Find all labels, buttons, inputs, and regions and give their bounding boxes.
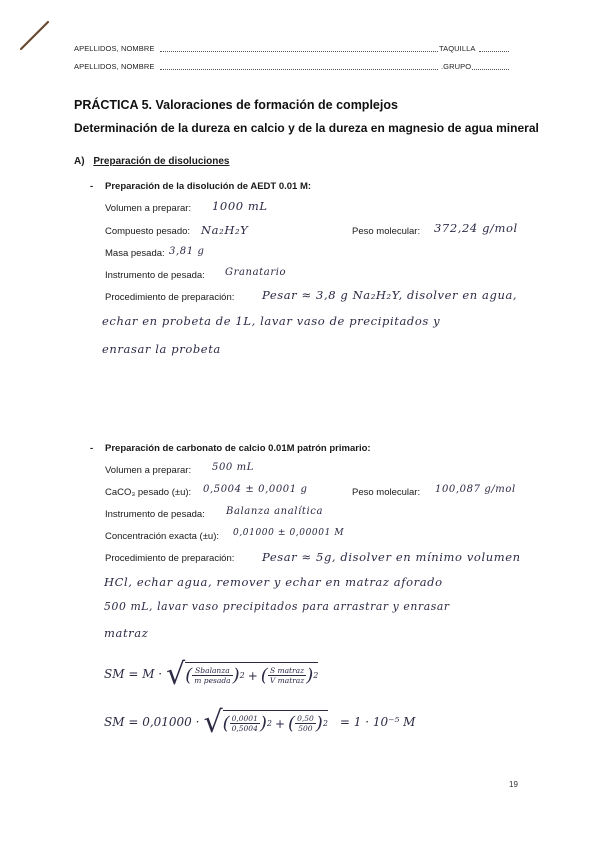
formula2-term2-denominator: 500: [298, 724, 313, 733]
section-a-marker: A): [74, 156, 85, 167]
caco3-instrument-label: Instrumento de pesada:: [105, 509, 205, 520]
header-dotted-fill-2: [160, 69, 438, 70]
practice-title: PRÁCTICA 5. Valoraciones de formación de complejos: [74, 98, 398, 112]
practice-subtitle: Determinación de la dureza en calcio y de la dureza en magnesio de agua mineral: [74, 121, 539, 135]
formula2-exponent-2: 2: [322, 719, 328, 728]
aedt-procedure-line-1: Pesar ≈ 3,8 g Na₂H₂Y, disolver en agua,: [262, 288, 518, 302]
header-dotted-fill-1: [160, 51, 438, 52]
caco3-procedure-line-4: matraz: [104, 626, 149, 640]
aedt-procedure-line-2: echar en probeta de 1L, lavar vaso de precipitados y: [102, 314, 441, 328]
caco3-procedure-line-2: HCl, echar agua, remover y echar en matraz aforado: [104, 575, 443, 589]
caco3-molweight-label: Peso molecular:: [352, 487, 421, 498]
aedt-compound-label: Compuesto pesado:: [105, 226, 191, 237]
caco3-weighed-label: CaCO₃ pesado (±u):: [105, 487, 192, 498]
formula-uncertainty-general: [104, 654, 318, 694]
caco3-concentration-label: Concentración exacta (±u):: [105, 531, 219, 542]
header-dotted-fill-2b: [472, 69, 509, 70]
formula1-radicand: ( $\frac{\text{Sbalanza}}{\text{m pesada}}$ ) 2 + ( $\frac{\text{S matraz}}{\text{V matraz}}$ ) 2: [185, 662, 318, 686]
header-dotted-fill-1b: [479, 51, 509, 52]
formula1-exponent-1: 2: [239, 671, 245, 680]
caco3-concentration-value: 0,01000 ± 0,00001 M: [233, 528, 345, 538]
formula2-term1-denominator: 0,5004: [231, 724, 258, 733]
aedt-heading: Preparación de la disolución de AEDT 0.01 M:: [105, 181, 312, 192]
caco3-procedure-label: Procedimiento de preparación:: [105, 553, 235, 564]
aedt-volume-value: 1000 mL: [212, 199, 268, 213]
pen-stroke-mark: [18, 18, 52, 52]
formula2-plus: +: [274, 716, 286, 731]
formula1-term2-numerator: S matraz: [268, 666, 306, 676]
page-number: 19: [509, 780, 518, 789]
aedt-molweight-label: Peso molecular:: [352, 226, 421, 237]
formula1-exponent-2: 2: [313, 671, 319, 680]
section-a-heading: [74, 156, 230, 167]
aedt-instrument-label: Instrumento de pesada:: [105, 270, 205, 281]
header-name-line-2: APELLIDOS, NOMBRE: [74, 62, 155, 71]
formula-uncertainty-numeric: [104, 702, 415, 742]
caco3-procedure-line-3: 500 mL, lavar vaso precipitados para arrastrar y enrasar: [104, 600, 450, 613]
formula1-term1-denominator: m pesada: [194, 676, 231, 685]
aedt-mass-label: Masa pesada:: [105, 248, 165, 259]
caco3-bullet: -: [90, 443, 94, 454]
aedt-compound-value: Na₂H₂Y: [201, 223, 249, 237]
caco3-molweight-value: 100,087 g/mol: [435, 484, 516, 495]
caco3-weighed-value: 0,5004 ± 0,0001 g: [203, 484, 308, 495]
caco3-heading: Preparación de carbonato de calcio 0.01M patrón primario:: [105, 443, 371, 454]
aedt-procedure-line-3: enrasar la probeta: [102, 342, 221, 356]
header-name-line-1: [74, 44, 154, 53]
caco3-procedure-line-1: Pesar ≈ 5g, disolver en mínimo volumen: [262, 550, 521, 564]
formula2-exponent-1: 2: [266, 719, 272, 728]
formula1-term2-denominator: V matraz: [269, 676, 305, 685]
formula2-term1-numerator: 0,0001: [231, 714, 258, 723]
aedt-procedure-label: Procedimiento de preparación:: [105, 292, 235, 303]
formula1-plus: +: [247, 668, 258, 683]
aedt-mass-value: 3,81 g: [169, 246, 205, 257]
caco3-volume-label: Volumen a preparar:: [105, 465, 192, 476]
formula1-lhs: SM = M ·: [104, 667, 163, 681]
caco3-volume-value: 500 mL: [212, 462, 254, 473]
formula2-sqrt-icon: √: [203, 704, 223, 740]
section-a-title: Preparación de disoluciones: [93, 156, 230, 167]
aedt-volume-label: Volumen a preparar:: [105, 203, 192, 214]
formula2-lhs: SM = 0,01000 ·: [104, 715, 200, 729]
formula2-term2-numerator: 0,50: [297, 714, 314, 723]
aedt-instrument-value: Granatario: [225, 267, 287, 278]
formula2-result: = 1 · 10⁻⁵ M: [339, 715, 416, 729]
formula1-sqrt-icon: √: [166, 656, 186, 692]
header-taquilla: TAQUILLA: [439, 44, 476, 53]
header-grupo: .GRUPO: [441, 62, 472, 71]
header-name-label: APELLIDOS, NOMBRE: [74, 44, 155, 53]
formula1-term1-numerator: Sbalanza: [192, 666, 232, 676]
formula2-radicand: ( $\frac{0,0001}{0,5004}$ ) 2 + ( $\frac{0,50}{500}$ ) 2: [223, 710, 328, 734]
aedt-molweight-value: 372,24 g/mol: [434, 221, 518, 235]
aedt-bullet: -: [90, 181, 94, 192]
caco3-instrument-value: Balanza analítica: [226, 506, 324, 517]
